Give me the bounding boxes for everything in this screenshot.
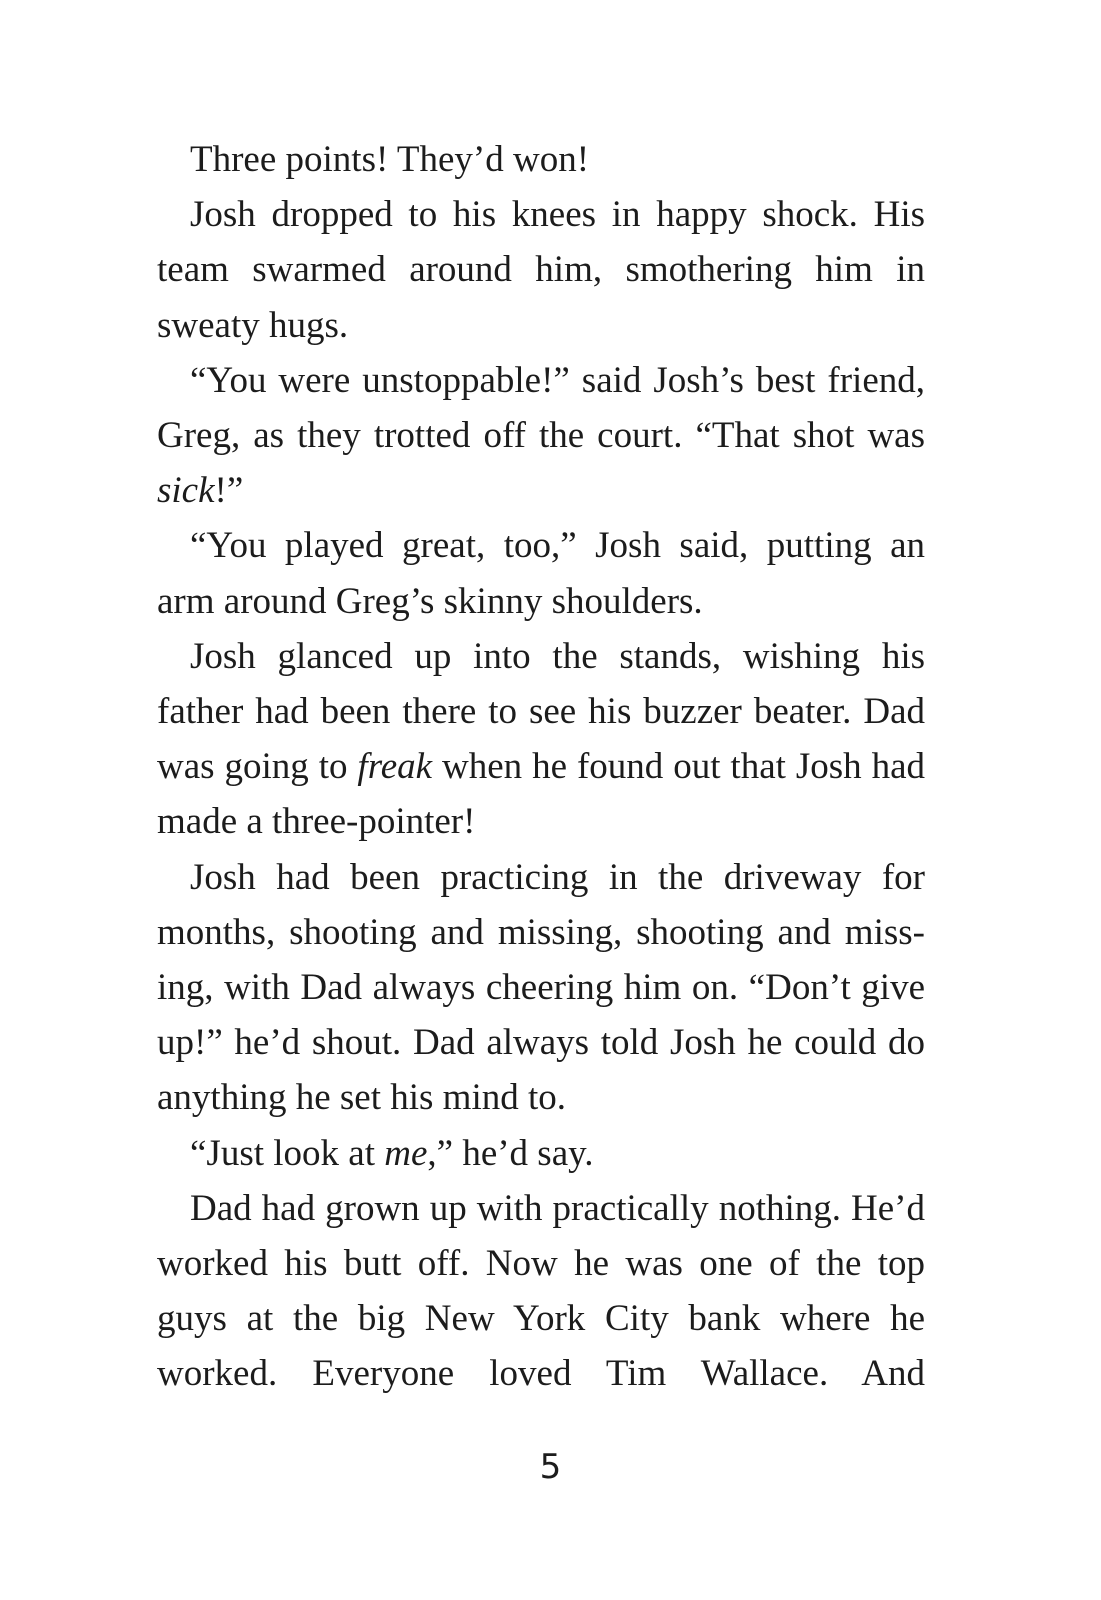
paragraph-8: [157, 1181, 925, 1402]
paragraph-2-text: Josh dropped to his knees in happy shock. His team swarmed around him, smothering him in sweaty hugs.: [157, 194, 925, 346]
paragraph-5-text-b: when he found out that Josh had made a three-pointer!: [157, 746, 925, 843]
paragraph-7-text-b: ,” he’d say.: [427, 1132, 594, 1174]
paragraph-6-text: Josh had been practicing in the driveway for months, shooting and missing, shooting and miss-ing, with Dad always cheering him on. “Don’t give up!” he’d shout. Dad always told Josh he could do anything he set his mind to.: [157, 856, 925, 1119]
paragraph-1-text: Three points! They’d won!: [190, 139, 590, 180]
paragraph-3-text-a: “You were unstoppable!” said Josh’s best friend, Greg, as they trotted off the court. “That shot was: [157, 359, 925, 457]
paragraph-4: [157, 518, 925, 628]
paragraph-7-italic-me: me: [384, 1132, 428, 1174]
paragraph-1: [157, 132, 925, 187]
paragraph-5: [157, 629, 925, 850]
paragraph-7: [157, 1126, 925, 1181]
paragraph-3-text-b: !”: [214, 470, 244, 512]
paragraph-3: [157, 353, 925, 519]
paragraph-8-text: Dad had grown up with practically nothing. He’d worked his butt off. Now he was one of the top guys at the big New York City bank where he worked. Everyone loved Tim Wallace. And: [157, 1187, 925, 1395]
paragraph-2: [157, 187, 925, 353]
paragraph-4-text: “You played great, too,” Josh said, putting an arm around Greg’s skinny shoulders.: [157, 525, 925, 622]
paragraph-5-italic-freak: freak: [357, 746, 433, 788]
paragraph-5-text-a: Josh glanced up into the stands, wishing his father had been there to see his buzzer beater. Dad was going to: [157, 635, 925, 788]
paragraph-3-italic-sick: sick: [157, 470, 215, 512]
page-number: 5: [539, 1447, 562, 1487]
paragraph-6: [157, 850, 925, 1126]
paragraph-7-text-a: “Just look at: [190, 1132, 385, 1174]
body-text: [157, 132, 925, 1402]
